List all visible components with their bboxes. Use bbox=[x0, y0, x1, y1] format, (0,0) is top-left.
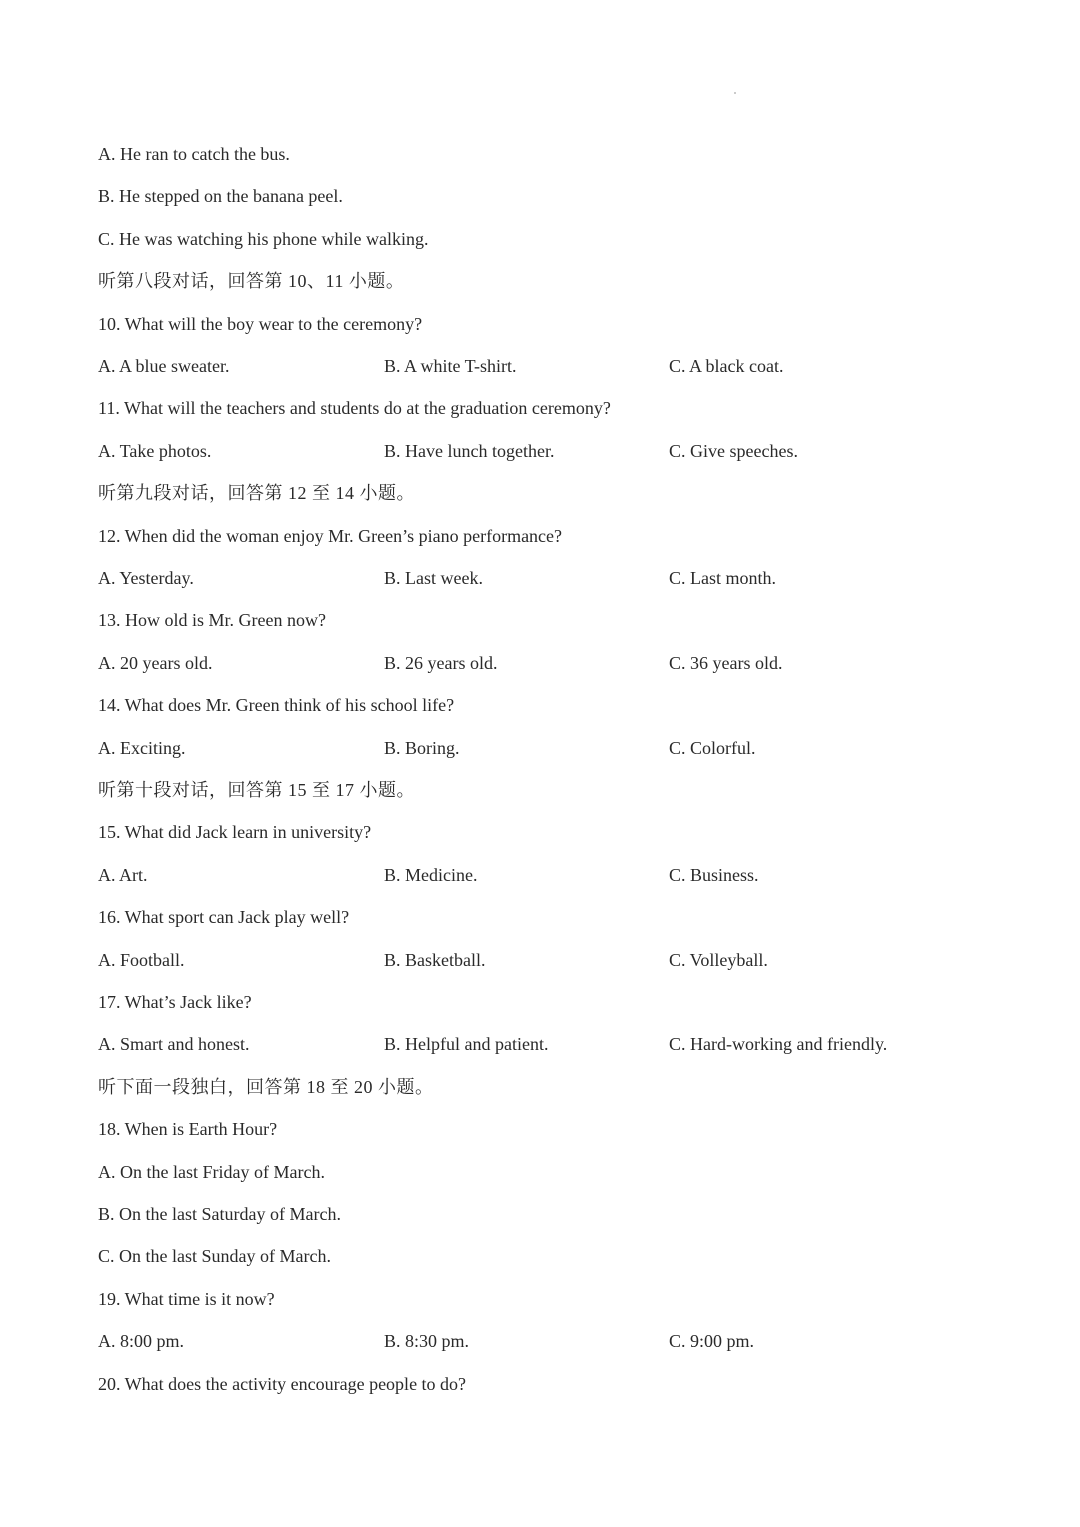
q16-option-a: A. Football. bbox=[98, 950, 185, 970]
question-10: 10. What will the boy wear to the ceremony? bbox=[98, 314, 423, 334]
q19-option-a: A. 8:00 pm. bbox=[98, 1331, 185, 1351]
q11-option-c: C. Give speeches. bbox=[669, 441, 798, 461]
q18-option-b: B. On the last Saturday of March. bbox=[98, 1204, 341, 1224]
q9-option-c: C. He was watching his phone while walking. bbox=[98, 229, 429, 249]
q12-option-a: A. Yesterday. bbox=[98, 568, 194, 588]
q15-option-c: C. Business. bbox=[669, 865, 759, 885]
q13-option-a: A. 20 years old. bbox=[98, 653, 213, 673]
q18-option-a: A. On the last Friday of March. bbox=[98, 1162, 325, 1182]
question-19: 19. What time is it now? bbox=[98, 1289, 275, 1309]
section-heading-9: 听第九段对话，回答第 12 至 14 小题。 bbox=[98, 483, 415, 503]
q17-option-a: A. Smart and honest. bbox=[98, 1034, 250, 1054]
q14-option-a: A. Exciting. bbox=[98, 738, 186, 758]
question-15: 15. What did Jack learn in university? bbox=[98, 822, 372, 842]
question-11: 11. What will the teachers and students do at the graduation ceremony? bbox=[98, 398, 611, 418]
q17-option-c: C. Hard-working and friendly. bbox=[669, 1034, 888, 1054]
q12-option-c: C. Last month. bbox=[669, 568, 776, 588]
q13-option-c: C. 36 years old. bbox=[669, 653, 783, 673]
q16-option-b: B. Basketball. bbox=[384, 950, 486, 970]
q15-option-a: A. Art. bbox=[98, 865, 148, 885]
question-17: 17. What’s Jack like? bbox=[98, 992, 252, 1012]
q10-option-b: B. A white T-shirt. bbox=[384, 356, 517, 376]
q9-option-a: A. He ran to catch the bus. bbox=[98, 144, 290, 164]
q17-option-b: B. Helpful and patient. bbox=[384, 1034, 549, 1054]
question-16: 16. What sport can Jack play well? bbox=[98, 907, 350, 927]
question-13: 13. How old is Mr. Green now? bbox=[98, 610, 326, 630]
q11-option-b: B. Have lunch together. bbox=[384, 441, 555, 461]
question-14: 14. What does Mr. Green think of his school life? bbox=[98, 695, 455, 715]
q11-option-a: A. Take photos. bbox=[98, 441, 212, 461]
scan-speck bbox=[734, 92, 736, 94]
section-heading-monologue: 听下面一段独白，回答第 18 至 20 小题。 bbox=[98, 1077, 434, 1097]
question-20: 20. What does the activity encourage people to do? bbox=[98, 1374, 467, 1394]
q18-option-c: C. On the last Sunday of March. bbox=[98, 1246, 331, 1266]
q14-option-c: C. Colorful. bbox=[669, 738, 756, 758]
q14-option-b: B. Boring. bbox=[384, 738, 460, 758]
q10-option-c: C. A black coat. bbox=[669, 356, 784, 376]
q19-option-c: C. 9:00 pm. bbox=[669, 1331, 755, 1351]
q19-option-b: B. 8:30 pm. bbox=[384, 1331, 470, 1351]
section-heading-10: 听第十段对话，回答第 15 至 17 小题。 bbox=[98, 780, 415, 800]
q9-option-b: B. He stepped on the banana peel. bbox=[98, 186, 343, 206]
question-12: 12. When did the woman enjoy Mr. Green’s piano performance? bbox=[98, 526, 563, 546]
q15-option-b: B. Medicine. bbox=[384, 865, 478, 885]
question-18: 18. When is Earth Hour? bbox=[98, 1119, 278, 1139]
q16-option-c: C. Volleyball. bbox=[669, 950, 768, 970]
q13-option-b: B. 26 years old. bbox=[384, 653, 498, 673]
q12-option-b: B. Last week. bbox=[384, 568, 483, 588]
section-heading-8: 听第八段对话，回答第 10、11 小题。 bbox=[98, 271, 405, 291]
q10-option-a: A. A blue sweater. bbox=[98, 356, 230, 376]
